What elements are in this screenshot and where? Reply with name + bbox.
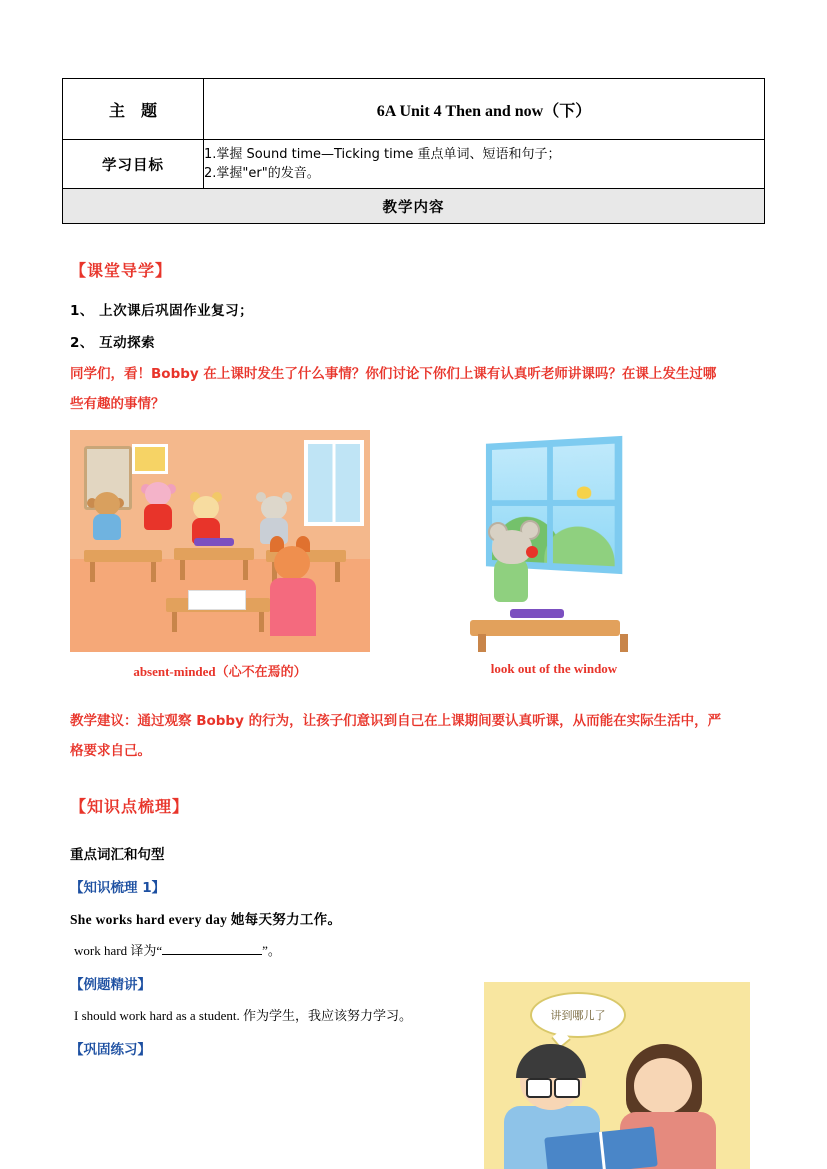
table-row-goal (63, 140, 765, 189)
example-label: 【例题精讲】 (70, 976, 151, 993)
guide-item-2: 2、 互动探索 (70, 335, 156, 351)
teaching-advice-line-2: 格要求自己。 (70, 742, 151, 759)
desk-leg (478, 634, 486, 652)
teaching-advice-line-1: 教学建议：通过观察 Bobby 的行为，让孩子们意识到自己在上课期间要认真听课，从而能在实际生活中，严 (70, 713, 722, 730)
guide-item-1: 1、 上次课后巩固作业复习； (70, 303, 254, 319)
caption-right: look out of the window (490, 661, 618, 677)
wall-picture-icon (132, 444, 168, 474)
window-illustration (466, 430, 642, 652)
classroom-window-icon (304, 440, 364, 526)
caption-left: absent-minded（心不在焉的） (133, 664, 307, 680)
boy-hair (516, 1044, 586, 1078)
knowledge-section-title: 【知识点梳理】 (70, 796, 190, 816)
topic-label: 主题 (63, 79, 204, 140)
fill-suffix: ”。 (262, 942, 281, 958)
worksheet-body (62, 258, 765, 1058)
knowledge-point-1-label: 【知识梳理 1】 (70, 879, 166, 896)
classroom-illustration-block (70, 430, 370, 680)
guide-section-title: 【课堂导学】 (70, 261, 173, 280)
classroom-illustration (70, 430, 370, 652)
goal-line-1: 1.掌握 Sound time—Ticking time 重点单词、短语和句子； (204, 146, 561, 162)
content-heading: 教学内容 (63, 189, 765, 224)
desk (84, 550, 162, 562)
guide-prompt-line-1: 同学们，看！Bobby 在上课时发生了什么事情？你们讨论下你们上课有认真听老师讲课吗？在课上发生过哪 (70, 366, 717, 382)
worksheet-page (62, 78, 765, 1070)
fill-in-blank-line (74, 940, 761, 959)
pencil-case-icon (194, 538, 234, 546)
goal-value (204, 140, 765, 189)
knowledge-subtitle: 重点词汇和句型 (70, 846, 165, 863)
desk (174, 548, 254, 560)
guide-prompt-line-2: 些有趣的事情？ (70, 395, 165, 412)
glasses-icon (526, 1078, 552, 1098)
example-text: I should work hard as a student. 作为学生，我应该努力学习。 (74, 1007, 412, 1023)
practice-label: 【巩固练习】 (70, 1041, 151, 1058)
table-row-topic (63, 79, 765, 140)
bird-icon (577, 487, 591, 500)
open-book-icon (188, 590, 246, 610)
desk-leg (620, 634, 628, 652)
speech-bubble: 讲到哪儿了 (530, 992, 626, 1038)
window-mullion (492, 500, 615, 506)
lesson-illustration (484, 982, 750, 1169)
header-table (62, 78, 765, 224)
goal-line-2: 2.掌握"er"的发音。 (204, 166, 320, 181)
illustration-row (70, 430, 761, 680)
answer-blank[interactable] (162, 954, 262, 955)
pencil-case-icon (510, 609, 564, 618)
glasses-icon (554, 1078, 580, 1098)
desk (470, 620, 620, 636)
goal-label: 学习目标 (63, 140, 204, 189)
mouse-head (492, 530, 532, 564)
girl-head (634, 1058, 692, 1114)
topic-value: 6A Unit 4 Then and now（下） (204, 79, 765, 140)
table-row-content-head (63, 189, 765, 224)
knowledge-sentence-1: She works hard every day 她每天努力工作。 (70, 911, 342, 927)
fill-prefix: work hard 译为“ (74, 942, 163, 958)
window-illustration-block (466, 430, 642, 680)
